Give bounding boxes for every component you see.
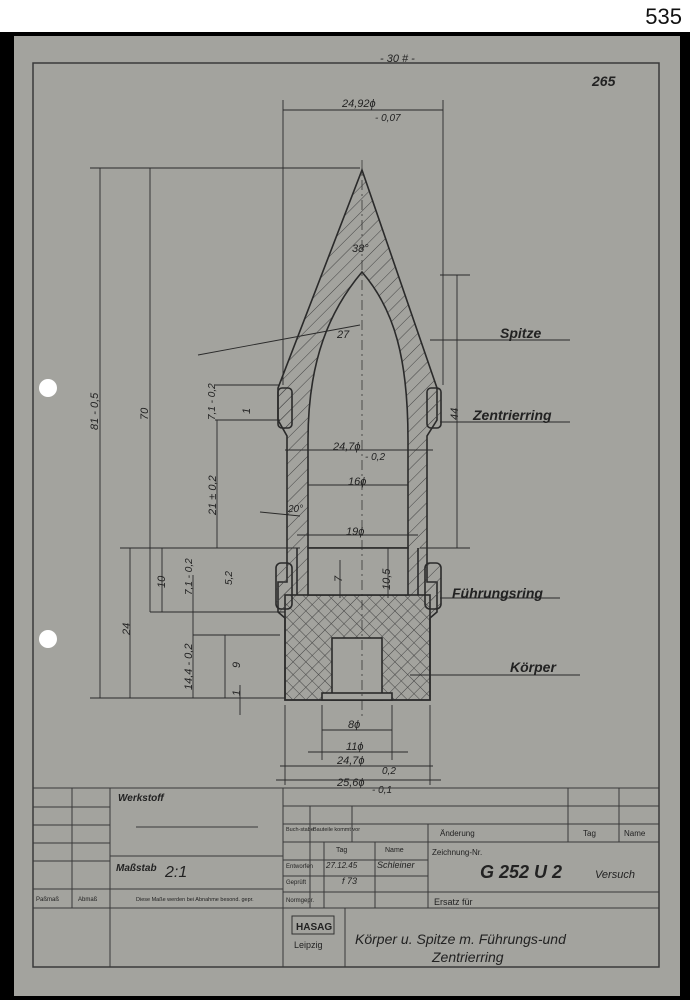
- zeichnung-suffix: Versuch: [595, 869, 635, 881]
- dim-length-70: 70: [139, 407, 151, 420]
- dim-overall-width: 24,92ϕ: [342, 98, 376, 110]
- name-label-2: Name: [624, 829, 646, 838]
- drawing-title-line1: Körper u. Spitze m. Führungs-und: [355, 931, 566, 947]
- dim-angle-20: 20°: [288, 504, 304, 515]
- dim-24-7: 24,7ϕ: [337, 755, 365, 767]
- dim-1b: 1: [231, 689, 243, 696]
- dim-19: 19ϕ: [346, 526, 365, 538]
- dim-radius-27: 27: [337, 329, 350, 341]
- page-number: 535: [645, 4, 682, 29]
- drawing-title-line2: Zentrierring: [432, 949, 504, 965]
- entworfen-date: 27.12.45: [326, 861, 358, 870]
- dim-9: 9: [231, 661, 243, 668]
- label-zentrierring: Zentrierring: [473, 407, 552, 423]
- abmass-label: Abmaß: [78, 897, 98, 903]
- tag-label: Tag: [336, 847, 348, 854]
- dim-total-length: 81 - 0,5: [89, 392, 101, 430]
- dim-overall-width-tol: - 0,07: [375, 113, 401, 124]
- normgepr-label: Normgepr.: [286, 898, 315, 904]
- dim-11: 11ϕ: [346, 741, 364, 753]
- label-fuehrungsring: Führungsring: [452, 585, 543, 601]
- name-label: Name: [385, 847, 404, 854]
- label-koerper: Körper: [510, 659, 556, 675]
- zeichnung-nr: G 252 U 2: [480, 862, 563, 882]
- ersatz-label: Ersatz für: [434, 897, 473, 907]
- werkstoff-label: Werkstoff: [118, 793, 164, 804]
- tag-label-2: Tag: [583, 829, 596, 838]
- pencil-note-top: - 30 # -: [380, 53, 415, 65]
- dim-24-7-inner: 24,7ϕ: [333, 441, 361, 453]
- massstab-value: 2:1: [165, 864, 188, 881]
- dim-7-1: 7,1 - 0,2: [207, 383, 218, 420]
- zeichnung-label: Zeichnung-Nr.: [432, 848, 483, 857]
- geprueft-label: Geprüft: [286, 880, 307, 886]
- dim-21: 21 ± 0,2: [207, 475, 219, 515]
- massstab-label: Maßstab: [116, 863, 157, 874]
- label-spitze: Spitze: [500, 325, 542, 341]
- logo-city: Leipzig: [294, 940, 323, 950]
- dim-10-5: 10,5: [381, 568, 393, 590]
- entworfen-name: Schleiner: [377, 860, 415, 870]
- pencil-note-corner: 265: [592, 73, 616, 89]
- dim-24-7-tol: 0,2: [382, 766, 396, 777]
- dim-14-4: 14,4 - 0,2: [183, 643, 195, 690]
- bauteile-label: Bauteile kommt vor: [313, 827, 361, 833]
- dim-24-7-inner-tol: - 0,2: [365, 452, 386, 463]
- dim-5-2: 5,2: [224, 571, 235, 585]
- dim-16: 16ϕ: [348, 476, 367, 488]
- dim-length-44: 44: [449, 407, 461, 420]
- dim-25-6: 25,6ϕ: [337, 777, 365, 789]
- logo-text: HASAG: [296, 922, 333, 933]
- geprueft-mark: f 73: [342, 876, 358, 886]
- dim-10: 10: [156, 575, 168, 588]
- dim-25-6-tol: - 0,1: [372, 785, 393, 796]
- dim-24: 24: [121, 622, 133, 635]
- passmass-label: Paßmaß: [36, 897, 60, 903]
- entworfen-label: Entworfen: [286, 864, 314, 870]
- dim-angle-38: 38°: [352, 243, 369, 255]
- abnahme-note: Diese Maße werden bei Abnahme besond. gepr.: [136, 897, 254, 903]
- aenderung-label: Änderung: [440, 829, 475, 838]
- dim-7-1b: 7,1 - 0,2: [184, 558, 195, 595]
- dim-8: 8ϕ: [348, 719, 361, 731]
- buchstabe-label: Buch-stabe: [286, 827, 314, 833]
- dim-1: 1: [241, 407, 253, 414]
- dim-7: 7: [333, 575, 345, 582]
